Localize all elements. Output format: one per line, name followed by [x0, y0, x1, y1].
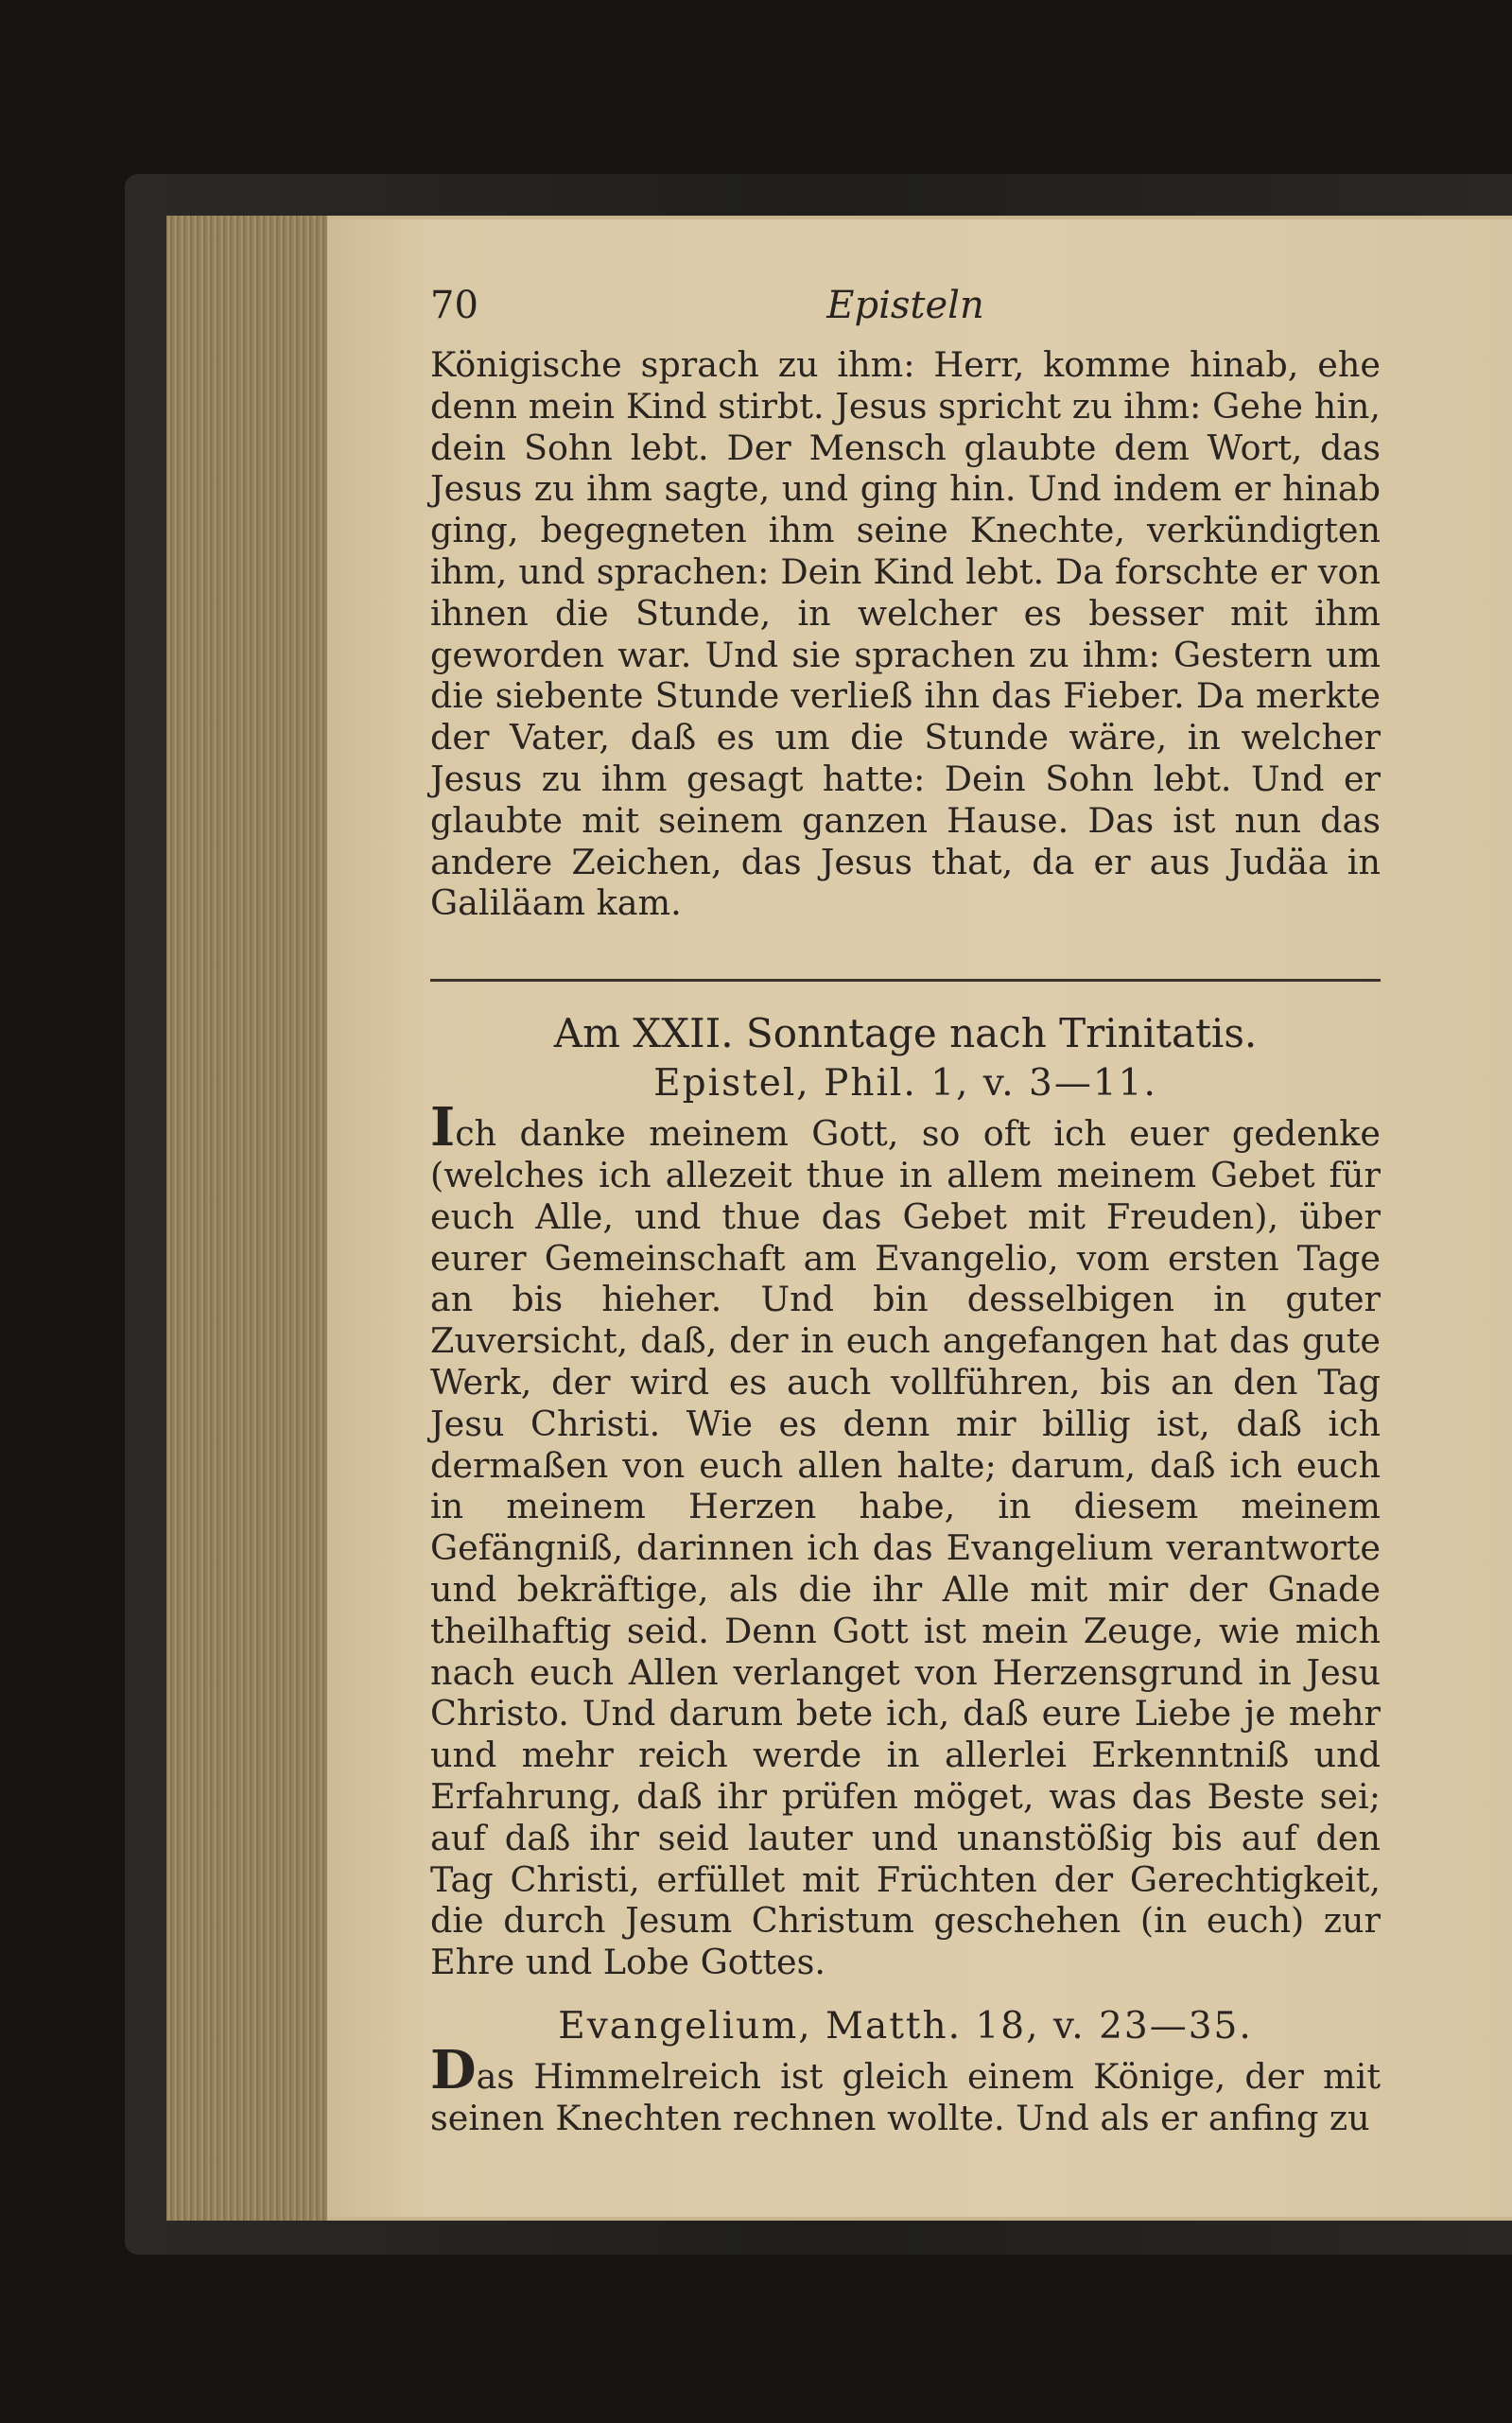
- page-number: 70: [430, 284, 478, 327]
- page-header: [430, 284, 1381, 344]
- gospel-initial: D: [430, 2038, 477, 2101]
- page-content: [430, 284, 1381, 2138]
- running-title: Episteln: [826, 284, 984, 327]
- section-title: Am XXII. Sonntage nach Trinitatis.: [553, 1010, 1258, 1057]
- epistle-initial: I: [430, 1096, 456, 1159]
- gospel-text: [430, 2038, 1381, 2139]
- section-divider: [430, 979, 1381, 982]
- epistle-heading: Epistel, Phil. 1, v. 3—11.: [653, 1062, 1157, 1106]
- previous-gospel-text: Königische sprach zu ihm: Herr, komme hinab, ehe denn mein Kind stirbt. Jesus spricht zu ihm: Gehe hin, dein Sohn lebt. Der Mensch glaubte dem Wort, das Jesus zu ihm sagte, und ging hin. Und indem er hinab ging, begegneten ihm seine Knechte, verkündigten ihm, und sprachen: Dein Kind lebt. Da forschte er von ihnen die Stunde, in welcher es besser mit ihm geworden war. Und sie sprachen zu ihm: Gestern um die siebente Stunde verließ ihn das Fieber. Da merkte der Vater, daß es um die Stunde wäre, in welcher Jesus zu ihm gesagt hatte: Dein Sohn lebt. Und er glaubte mit seinem ganzen Hause. Das ist nun das andere Zeichen, das Jesus that, da er aus Judäa in Galiläam kam.: [430, 344, 1381, 924]
- page-edges: [166, 216, 327, 2221]
- epistle-text: [430, 1096, 1381, 1983]
- epistle-body: ch danke meinem Gott, so oft ich euer gedenke (welches ich allezeit thue in allem meinem Gebet für euch Alle, und thue das Gebet mit Freuden), über eurer Gemeinschaft am Evangelio, vom ersten Tage an bis hieher. Und bin desselbigen in guter Zuversicht, daß, der in euch angefangen hat das gute Werk, der wird es auch vollführen, bis an den Tag Jesu Christi. Wie es denn mir billig ist, daß ich dermaßen von euch allen halte; darum, daß ich euch in meinem Herzen habe, in diesem meinem Gefängniß, darinnen ich das Evangelium verantworte und bekräftige, als die ihr Alle mit mir der Gnade theilhaftig seid. Denn Gott ist mein Zeuge, wie mich nach euch Allen verlanget von Herzensgrund in Jesu Christo. Und darum bete ich, daß eure Liebe je mehr und mehr reich werde in allerlei Erkenntniß und Erfahrung, daß ihr prüfen möget, was das Beste sei; auf daß ihr seid lauter und unanstößig bis auf den Tag Christi, erfüllet mit Früchten der Gerechtigkeit, die durch Jesum Christum geschehen (in euch) zur Ehre und Lobe Gottes.: [430, 1113, 1381, 1983]
- gospel-body: as Himmelreich ist gleich einem Könige, der mit seinen Knechten rechnen wollte. Und als er anfing zu: [430, 2055, 1381, 2138]
- gospel-heading: Evangelium, Matth. 18, v. 23—35.: [558, 2004, 1253, 2048]
